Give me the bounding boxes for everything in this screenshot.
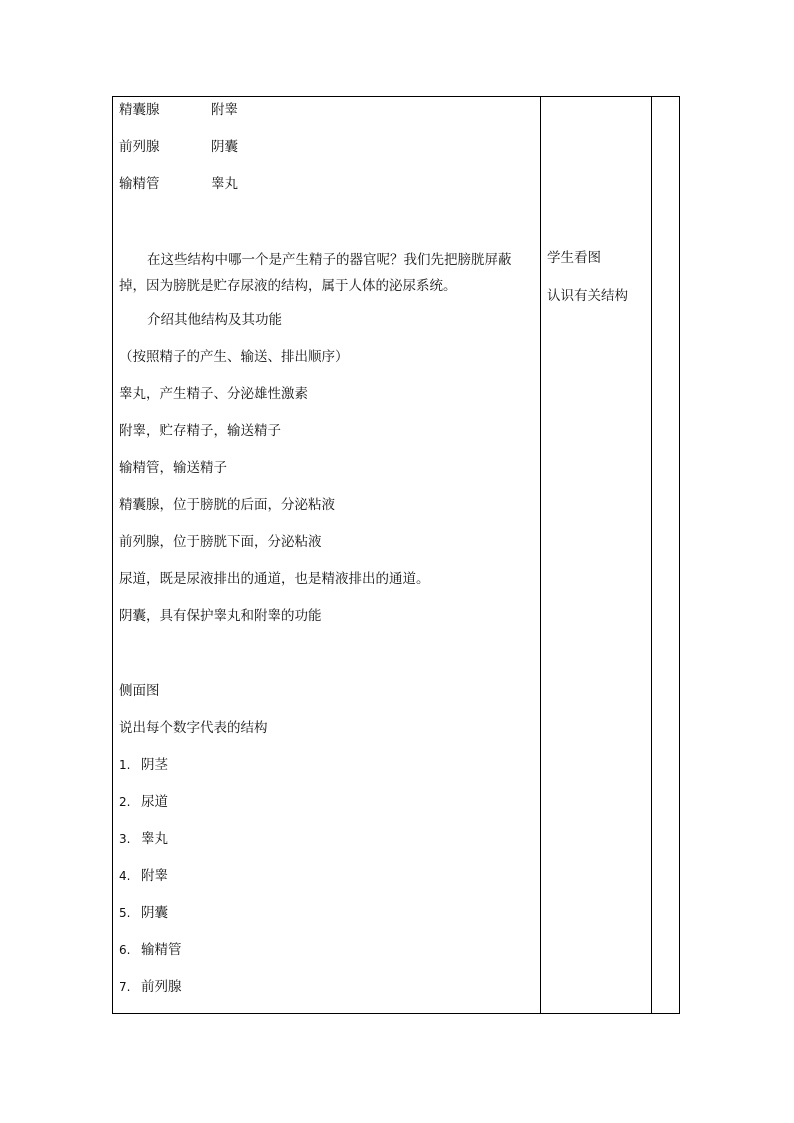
function-item: 阴囊，具有保护睾丸和附睾的功能	[119, 608, 322, 624]
item-number: 3.	[119, 832, 131, 846]
item-text: 阴茎	[141, 757, 168, 773]
item-text: 尿道	[141, 794, 168, 810]
side-view-title: 侧面图	[119, 683, 160, 699]
numbered-item	[119, 904, 168, 922]
numbered-item	[119, 830, 168, 848]
organ-name: 附睾	[211, 102, 238, 118]
item-number: 6.	[119, 943, 131, 957]
column-divider	[540, 97, 541, 1013]
numbered-item	[119, 756, 168, 774]
item-text: 阴囊	[141, 905, 168, 921]
item-number: 2.	[119, 795, 131, 809]
order-note: （按照精子的产生、输送、排出顺序）	[119, 349, 349, 365]
student-activity: 学生看图	[547, 250, 601, 266]
item-number: 5.	[119, 906, 131, 920]
numbered-item	[119, 793, 168, 811]
side-view-prompt: 说出每个数字代表的结构	[119, 720, 268, 736]
function-item: 睾丸，产生精子、分泌雄性激素	[119, 386, 308, 402]
item-number: 1.	[119, 758, 131, 772]
item-number: 4.	[119, 869, 131, 883]
numbered-item	[119, 867, 168, 885]
organ-name: 睾丸	[211, 176, 238, 192]
organ-name: 前列腺	[119, 139, 160, 155]
item-number: 7.	[119, 980, 131, 994]
item-text: 输精管	[141, 942, 182, 958]
item-text: 前列腺	[141, 979, 182, 995]
numbered-item	[119, 941, 182, 959]
organ-name: 精囊腺	[119, 102, 160, 118]
lesson-table	[112, 96, 680, 1014]
column-divider	[651, 97, 652, 1013]
organ-name: 阴囊	[211, 139, 238, 155]
function-item: 前列腺，位于膀胱下面，分泌粘液	[119, 534, 322, 550]
numbered-item	[119, 978, 182, 996]
function-item: 输精管，输送精子	[119, 460, 227, 476]
student-activity: 认识有关结构	[547, 288, 628, 304]
explanation-paragraph: 在这些结构中哪一个是产生精子的器官呢？我们先把膀胱屏蔽掉，因为膀胱是贮存尿液的结构，属于人体的泌尿系统。	[119, 252, 512, 294]
item-text: 睾丸	[141, 831, 168, 847]
function-item: 附睾，贮存精子，输送精子	[119, 423, 281, 439]
function-item: 精囊腺，位于膀胱的后面，分泌粘液	[119, 497, 335, 513]
section-intro: 介绍其他结构及其功能	[147, 312, 282, 328]
item-text: 附睾	[141, 868, 168, 884]
function-item: 尿道，既是尿液排出的通道，也是精液排出的通道。	[119, 571, 430, 587]
organ-name: 输精管	[119, 176, 160, 192]
